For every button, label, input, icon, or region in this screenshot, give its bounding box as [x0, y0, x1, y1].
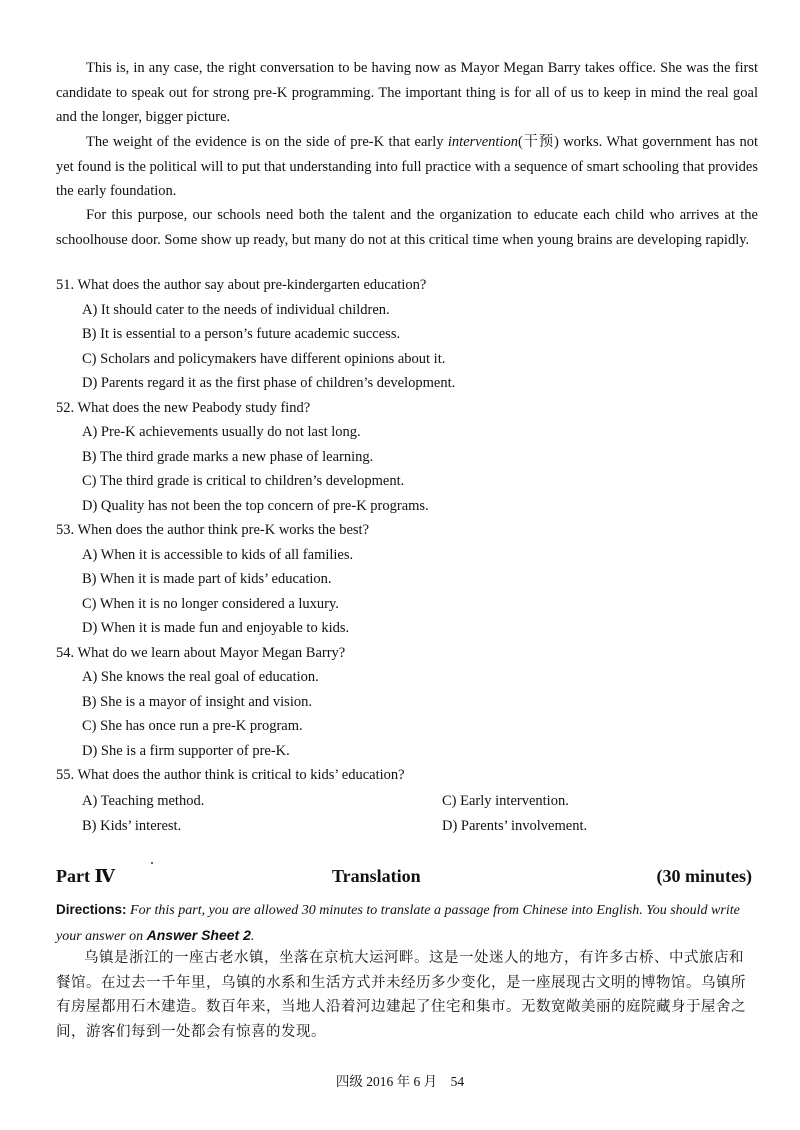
question-55-stem: 55. What does the author think is critical to kids’ education?	[56, 767, 405, 783]
passage-paragraph-3: For this purpose, our schools need both the talent and the organization to educate each child who arrives at the schoolhouse door. Some show up ready, but many do not at this critical time when young brains are developing rapidly.	[56, 207, 758, 248]
answer-sheet-reference: Answer Sheet 2	[146, 927, 251, 943]
directions-end: .	[250, 929, 255, 944]
part-time: (30 minutes)	[656, 866, 752, 886]
question-54-option-b: B) She is a mayor of insight and vision.	[82, 694, 312, 710]
question-52-option-c: C) The third grade is critical to children’s development.	[82, 473, 405, 489]
directions-text: For this part, you are allowed 30 minutes to translate a passage from Chinese into English. You should write your answer on	[56, 903, 740, 944]
p2-gloss: (干预)	[517, 134, 559, 150]
stray-dot	[151, 862, 153, 864]
question-53-stem: 53. When does the author think pre-K works the best?	[56, 522, 370, 538]
question-52-option-a: A) Pre-K achievements usually do not last long.	[82, 424, 361, 440]
question-54-stem: 54. What do we learn about Mayor Megan Barry?	[56, 645, 346, 661]
part-label: Part Ⅳ	[56, 866, 115, 886]
question-52-stem: 52. What does the new Peabody study find?	[56, 400, 311, 416]
question-53-option-c: C) When it is no longer considered a luxury.	[82, 596, 339, 612]
p2-italic-term: intervention	[447, 134, 518, 150]
chinese-passage: 乌镇是浙江的一座古老水镇，坐落在京杭大运河畔。这是一处迷人的地方，有许多古桥、中式旅店和餐馆。在过去一千年里，乌镇的水系和生活方式并未经历多少变化，是一座展现古文明的博物馆。乌镇所有房屋都用石木建造。数百年来，当地人沿着河边建起了住宅和集市。无数宽敞美丽的庭院藏身于屋舍之间，游客们每到一处都会有惊喜的发现。	[56, 950, 746, 1040]
question-53-option-a: A) When it is accessible to kids of all families.	[82, 547, 354, 563]
question-54-option-a: A) She knows the real goal of education.	[82, 669, 319, 685]
question-51-option-c: C) Scholars and policymakers have different opinions about it.	[82, 351, 446, 367]
part-title: Translation	[332, 866, 421, 886]
question-54-option-d: D) She is a firm supporter of pre-K.	[82, 743, 290, 759]
passage-paragraph-1: This is, in any case, the right conversation to be having now as Mayor Megan Barry takes office. She was the first candidate to speak out for strong pre-K programming. The important thing is for all of us to keep in mind the real goal and the longer, bigger picture.	[56, 60, 758, 126]
directions	[56, 898, 758, 949]
directions-label: Directions:	[56, 902, 127, 917]
page-footer: 四级 2016 年 6 月 54	[335, 1074, 465, 1089]
question-55-option-c: C) Early intervention.	[442, 793, 569, 809]
question-53-option-d: D) When it is made fun and enjoyable to kids.	[82, 620, 350, 636]
question-54-option-c: C) She has once run a pre-K program.	[82, 718, 303, 734]
question-52-option-d: D) Quality has not been the top concern of pre-K programs.	[82, 498, 429, 514]
passage-paragraph-2	[56, 130, 758, 204]
question-53-option-b: B) When it is made part of kids’ education.	[82, 571, 332, 587]
question-52-option-b: B) The third grade marks a new phase of learning.	[82, 449, 374, 465]
question-55-option-b: B) Kids’ interest.	[82, 818, 182, 834]
p2-before: The weight of the evidence is on the side of pre-K that early	[86, 134, 448, 150]
question-55-option-d: D) Parents’ involvement.	[442, 818, 588, 834]
question-51-option-b: B) It is essential to a person’s future academic success.	[82, 326, 401, 342]
question-55-option-a: A) Teaching method.	[82, 793, 205, 809]
p2-after: works. What government has not yet found is the political will to put that understanding into full practice with a sequence of smart schooling that provides the early foundation.	[56, 134, 758, 200]
question-51-option-d: D) Parents regard it as the first phase of children’s development.	[82, 375, 456, 391]
question-51-option-a: A) It should cater to the needs of individual children.	[82, 302, 390, 318]
question-51-stem: 51. What does the author say about pre-kindergarten education?	[56, 277, 427, 293]
